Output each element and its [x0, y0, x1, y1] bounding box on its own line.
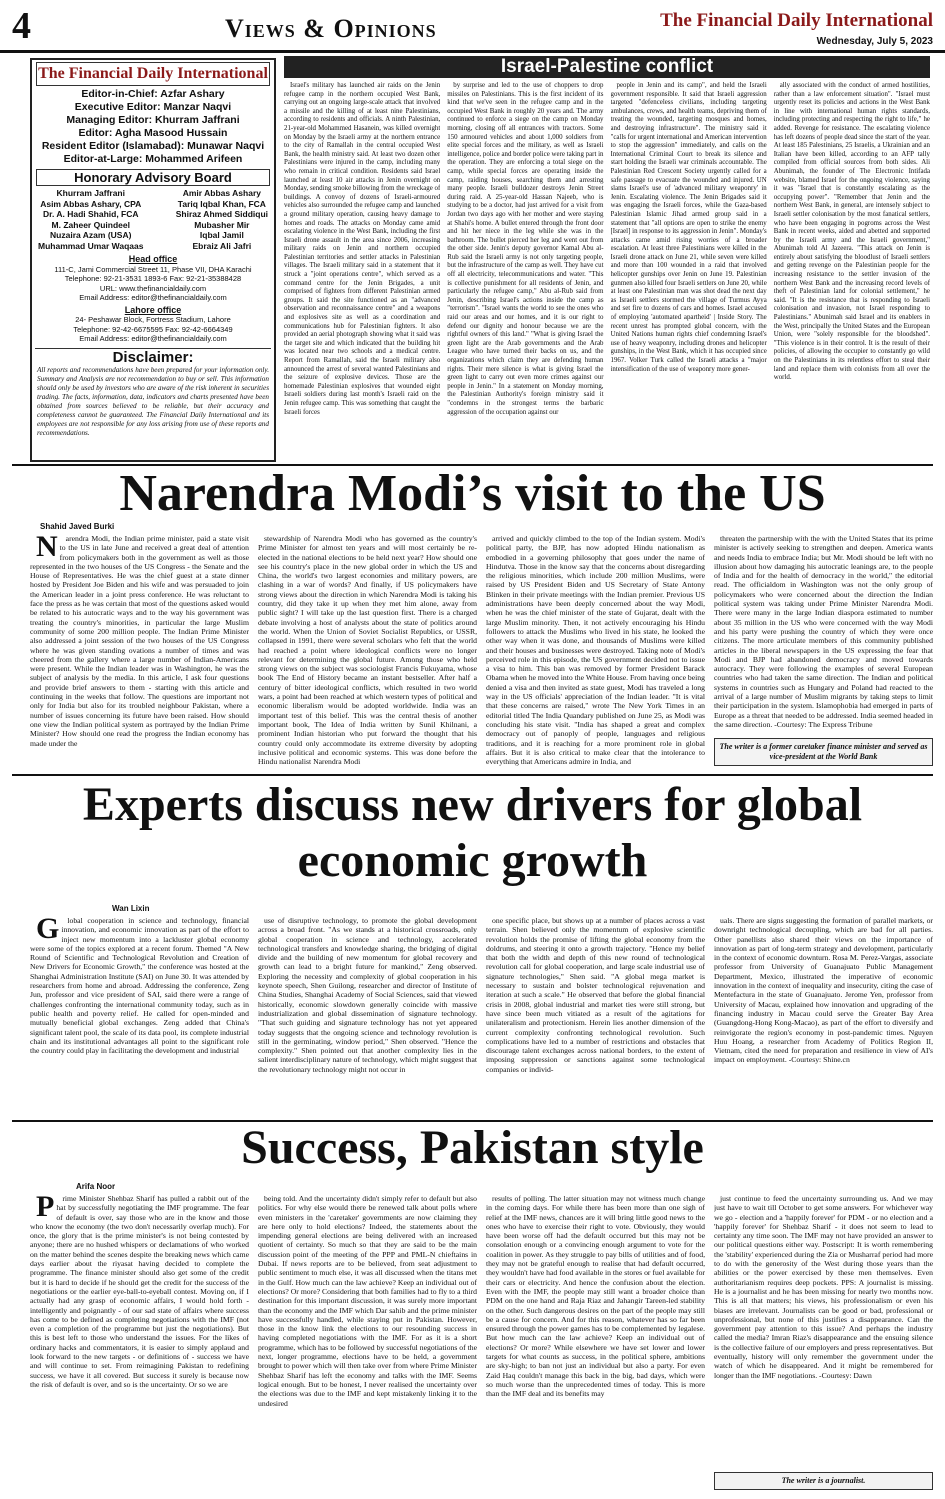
- column-text: people in Jenin and its camp", and held the Israeli government responsible. It said that Israeli aggression targeted "defenceless civilians, including targeting ambulances, crews, and health teams, depriving them of treating the wounded, targeting mosques and homes, and destroying infrastructure". The ministry said it "calls for urgent international and American intervention to stop the aggression" immediately, and calls on the International Criminal Court to break its silence and start holding the Israeli war criminals accountable. The Palestinian Red Crescent Society urgently called for a safe passage to evacuate the wounded and injured. UN slams Israel's use of 'advanced military weaponry' in Jenin. Escalating violence. The Jenin Brigades said it was engaging the Israeli forces, while the Gaza-based Palestinian Islamic Jihad armed group said in a statement that "all options are open to strike the enemy [Israel] in response to its aggression in Jenin". Monday's attacks came amid rising worries of a broader escalation. At least three Palestinians were killed in the Israeli drone attack on June 21, while seven were killed and more than 100 wounded in a raid that involved helicopter gunships over Jenin on June 19. Palestinian gunmen also killed four Israeli settlers on June 20, while at least one Palestinian man was shot dead the next day as Israeli settlers stormed the village of Turmus Ayya and set fire to dozens of cars and homes. Israel accused of employing 'automated apartheid' | Inside Story. The recent unrest has prompted global concern, with the United Nations human rights chief condemning Israel's use of heavy weaponry, including drones and helicopter gunships, in the West Bank, which it has occupied since 1967. Volker Turk called the Israeli attacks a "major intensification of the use of weaponry more gener-: [610, 82, 767, 373]
- experts-article: [30, 916, 933, 1116]
- article-column: [486, 1194, 705, 1490]
- article-column: [30, 1194, 249, 1490]
- article-column: [611, 82, 767, 460]
- issue-date: Wednesday, July 5, 2023: [816, 36, 933, 47]
- column-text: just continue to feed the uncertainty surrounding us. And we may just have to wait till October to get some answers. For whichever way we go - election and a 'happily forever' for PDM - or no election and a 'happily forever' for Shehbaz Sharif - it does not seem to lead to certainty any time soon. The IMF may not have provided an answer to our political questions either way. Postscript: It is worth remembering the 'stability' experienced during the Zia or Musharraf period had more to do with the generosity of the West during those years than the abilities or the power exercised by these men themselves. Even authoritarianism requires deep pockets. PPS: A journalist is missing. He is a journalist and he has been missing for nearly two months now. This is all that matters; his views, his professionalism or even his biases are irrelevant. Journalists can be good or bad, professional or unprofessional, but none of this justifies a disappearance. Can the government pay attention to this issue? And perhaps the industry called the media? Imran Riaz's disappearance and the ensuing silence is the collective failure of our employers and press representatives. But eventually, history will only remember the government under the watch of which he disappeared. And it might be remembered for longer than the IMF negotiations. -Courtesy: Dawn: [714, 1194, 933, 1380]
- article-column: [774, 82, 930, 460]
- page-number: 4: [12, 5, 31, 47]
- advisor-name: Nuzaira Azam (USA): [50, 230, 132, 240]
- advisor-name: Dr. A. Hadi Shahid, FCA: [42, 209, 139, 219]
- column-text: threaten the partnership with the with the United States that its prime minister is actively seeking to strengthen and deepen. America wants and needs India to embrace India; but Mr. Modi should be left with no illusion about how damaging his autocratic leanings are, to the people of India and for the health of democracy in the world," the editorial read. The officialdom in Washington was not the only group of policymakers who were concerned about the direction the Indian political system was taking under Prime Minister Narendra Modi. There were many in the large Indian diaspora estimated to number about 35 million in the US who were concerned with the way Modi and his party were pushing the country of which they were once citizens. The more articulate members of this community published articles in the liberal newspapers in the US expressing the fear that Modi and BJP had abandoned democracy and moved towards autocracy. They were following the examples of several European countries who had taken the same direction. The Indian and political systems in countries such as Hungary and Poland had reacted to the arrival of a large number of Muslim migrants by taking steps to limit their participation in the system. Islamophobia had emerged in parts of Europe as a threat that needed to be addressed. India seemed headed in the same direction. -Courtesy: The Express Tribune: [714, 534, 933, 729]
- advisory-left: [38, 188, 144, 251]
- column-text: rime Minister Shehbaz Sharif has pulled a rabbit out of the hat by successfully negotiating the IMF programme. The fear of default is over, say those who are in the know and those who know the economy (the two don't necessarily overlap much). For once, the glory that is the prime minister's is not being contested by anyone; there are no hushed whispers or declamations of who worked on the matter behind the scenes despite the breaking news which came days earlier about the riyasat having decided to complete the programme. The finance minister should also get some of the credit but it is hard to decide if he should get the credit for the success of the negotiations or the earlier eye-ball-to-eyeball contest. Moving on, if I actually had any grasp of economic affairs, I would hold forth - intelligently and poignantly - of our sad state of affairs where success has come to be defined as completing negotiations with the IMF (not even a completion of the programme but just the negotiations). But this is best left to those who understand the issues. For the likes of ordinary hacks and commentators, it is easier to simply applaud and look forward to the new targets - or definitions of - success we have and will continue to set. From reimagining Pakistan to redefining success, we have it all covered. But success it surely is because now the risk of default is over, and so is the uncertainty. Or so we are: [30, 1194, 249, 1389]
- article-column: [486, 534, 705, 766]
- head-office-title: Head office: [128, 254, 178, 264]
- article-column: [258, 916, 477, 1116]
- advisor-name: M. Zaheer Quindeel: [51, 219, 130, 230]
- column-text: arendra Modi, the Indian prime minister, paid a state visit to the US in late June and received a great deal of attention from policymakers both in the government as well as those represented in the two houses of the US Congress - the Senate and the House of Representatives. He was the chief guest at a state dinner hosted by President Joe Biden and his wife and was persuaded to join the American leader in a joint press conference. He was reluctant to face the press as he was certain that most of the questions asked would be related to his autocratic ways and to the way his government was treating the country's minorities, in particular the large Muslim community of some 200 million people. The Indian Prime Minister also addressed a joint session of the two houses of the US Congress where he was given standing ovations a number of times and was cheered from the gallery where a large number of Indian-Americans were present. While the Indian leader was in Washington, he was the subject of analysis by the media. In this article, I ask four questions and provide brief answers to them - starting with this article and continuing in the weeks that follow. The questions are important not only for India but also for its troubled neighbour Pakistan, where a number of issues concerning its future have been raised. How should one view the Indian political system as portrayed by the Indian Prime Minister? How should one read the progress the Indian economy has made under the: [30, 534, 249, 748]
- section-divider: [12, 774, 933, 776]
- column-text: arrived and quickly climbed to the top of the Indian system. Modi's political party, the BJP, has now adopted Hindu nationalism as embodied in a governing philosophy that goes under the name of Hindutva. Those in the know say that the concerns about disregarding the religious minorities, which include 200 million Muslims, were raised by US President Biden and US Secretary of State Antony Blinken in their private meetings with the Indian premier. Previous US administrations have been deeply concerned about the way Modi, when he was the chief minister of the state of Gujarat, dealt with the large Muslim minority. Then, it not actively encouraging his Hindu followers to attack the Muslims who lived in his state, he looked the other way when it was done, and thousands of Muslims were killed and their houses and businesses were destroyed. Taking note of Modi's perceived role in this episode, the US government decided not to issue a visa to him. This ban was removed by former President Barack Obama when he moved into the White House. From having once being denied a visa and then invited as state guest, Modi has traveled a long way in the US officials' appreciation of the Indian leader. "It is vital that these concerns are raised," wrote The New York Times in an editorial titled The India Quandary published on June 25, as Modi was concluding his state visit. "India has shaped a great and complex democracy out of panoply of people, languages and religious traditions, and it is reaching for a more prominent role in global affairs. But it is also critical to make clear that the intolerance to everything that Americans admire in India, and: [486, 534, 705, 766]
- office-line: Email Address: editor@thefinancialdaily.com: [79, 293, 227, 302]
- column-text: one specific place, but shows up at a number of places across a vast terrain. Shen believed only the momentum of explosive scientific revolution holds the promise of lifting the global economy from the doldrums, and steering it onto a growth trajectory. "Hence my belief that both the width and depth of this new round of technological revolution call for global cooperation, and large scale industrial use of signature technologies," Shen said. "A global mega market is necessary to sustain and bolster technological rejuvenation and iteration at such a scale." He observed that before the global financial crisis in 2008, global industrial and market ties were still strong, but have since been much vitiated as a result of the agitations for unilateralism and protectionism. Herein lies another dimension of the current complexity confronting technological revolution. Such complications have led to a number of restrictions and obstacles that discourage talent exchanges across national borders, to the extent of imposing suppression or sanctions against some technological companies or individ-: [486, 916, 705, 1074]
- israel-headline: Israel-Palestine conflict: [284, 56, 930, 78]
- column-text: lobal cooperation in science and technology, financial innovation, and economic innovation as part of the effort to inject new momentum into a lackluster global economy were some of the topics explored at a recent forum. Themed "A New Round of Scientific and Technological Revolution and Creation of New Drivers for Economic Growth," the conference was hosted at the Shanghai Administration Institute (SAI) on June 30. It was attended by researchers from home and abroad. Addressing the conference, Zeng Jun, professor and vice president of SAI, said there were a range of challenges confronting the international community today, such as in public health and poverty relief. He called for open-minded and mutually beneficial global exchanges. Zeng added that China's significant talent pool, the scale of its data pool, its complete industrial chain and its institutional advantages all point to the significant role the country could play in facilitating the development and industrial: [30, 916, 249, 1056]
- column-text: Israel's military has launched air raids on the Jenin refugee camp in the northern occupied West Bank, carrying out an ongoing large-scale attack that involved a missile and the killing of at least nine Palestinians, according to residents and officials. A ninth Palestinian, 21-year-old Mohammed Hasanein, was killed overnight on Monday by the Israeli army at the northern entrance to the city of Ramallah in the central occupied West Bank, the health ministry said. At least two dozen other Palestinians were injured in the camp, including many who remain in critical condition. Residents said Israel launched at least 10 air attacks in Jenin overnight on Monday, sending smoke billowing from the wreckage of buildings. A convoy of dozens of Israeli-armoured vehicles also surrounded the refugee camp and launched a ground military operation, causing heavy damage to homes and roads. The attacks on Monday came amid escalating violence in the West Bank, including the first Israeli drone assault in the area since 2006, increasing military raids on Jenin and northern occupied Palestinian territories and settler attacks in Palestinian villages. The Israeli military said in a statement that it struck a "joint operations centre", which served as a command centre for the Jenin Brigades, a unit comprised of fighters from different Palestinian armed groups. It said the site functioned as an "advanced observation and reconnaissance centre" and a weapons and explosives site as well as a coordination and communications hub for Palestinian fighters. It also provided an aerial photograph showing what it said was the target site and which indicated that the building hit was located near two schools and a medical centre. Report from Ramallah, said the Israeli military also announced the arrest of several wanted Palestinians and the seizure of explosive devices. Those are the homemade Palestinian explosives that wounded eight Israeli soldiers during last month's Israeli raid on the Jenin refugee camp. This was something that caught the Israeli forces: [284, 82, 441, 416]
- advisory-board: [32, 188, 274, 251]
- disclaimer-title: Disclaimer:: [112, 348, 194, 366]
- advisor-name: Amir Abbas Ashary: [182, 188, 261, 198]
- column-text: by surprise and led to the use of choppers to drop missiles on Palestinians. This is the first incident of its kind that we've seen in the refugee camp and in the occupied West Bank in roughly 20 years and. The army continued to enforce a siege on the camp on Monday morning, closing off all entrances with tractors. Some 150 armoured vehicles and about 1,000 soldiers from elite special forces and the military, as well as Israeli intelligence, police and border police were taking part in the operation. They are enforcing a total siege on the camp, while special forces are operating inside the camp, raiding houses, searching them and arresting many people. Israeli bulldozer destroys Jenin Street during raid. A 25-year-old Hassan Najeeb, who is studying to be a doctor, had just arrived for a visit from Jordan two days ago with her mother and were staying at Shahi's home. A bullet entered through the front door and hit her niece in the leg while she was in the bathroom. The bullet pierced her leg and went out from the other side. Jenin's deputy governor Kamal Abu al-Rub said the Israeli army is not only targeting people, but the infrastructure of the camp as well. They have cut off all electricity, telecommunications and water. "This is collective punishment for all residents of Jenin, and particularly the refugee camp," Abu al-Rub said from Jenin, describing Israel's actions inside the camp as "terrorism". "Israel wants the world to see the ones who raid our areas and our homes, and it is our right to defend our dignity and honour because we are the rightful owners of this land." "What is giving Israel the green light are the Arab governments and the Arab League who have turned their backs on us, and the organizations which claim they are defending human rights. Their mere silence is what is giving Israel the green light to carry out even more crimes against our people in Jenin." In a statement on Monday morning, the Palestinian Authority's foreign ministry said it "condemns in the strongest terms the barbaric aggression of the occupation against our: [447, 82, 604, 416]
- lahore-office-title: Lahore office: [124, 304, 182, 315]
- paper-name: The Financial Daily International: [660, 10, 933, 31]
- advisor-name: Khurram Jaffrani: [56, 188, 125, 198]
- editor-line: Editor-in-Chief: Azfar Ashary: [81, 88, 225, 100]
- modi-article: [30, 534, 933, 766]
- pakistan-article: [30, 1194, 933, 1490]
- column-text: being told. And the uncertainty didn't simply refer to default but also politics. For why else would there be renewed talk about polls where even ministers in the 'caretaker' governments are now claiming they are here only to hold elections? Indeed, the statements about the impending general elections are being delivered with an increased quotient of certainty. So much so that they are said to be the main discussion point of the meeting of the PPP and PML-N chieftains in Dubai. If news reports are to be believed, from seat adjustment to public sentiment to much else, it was all discussed when the titans met in the Gulf. How much can the law achieve? Keep an individual out of elections? Or more? Considering that both families had to fly to a third destination for this important discussion, it was surely more important than the economy and the IMF which Dar sahib and the prime minister have successfully handled, while staying put in Pakistan. However, those in the know link the elections to our resounding success in having completed negotiations with the IMF. For as it is a short programme, which has to be followed by successful negotiations of the next, longer programme, elections have to be held, a government brought to power which will then take over from where Prime Minister Shehbaz Sharif has left the economy and talks with the IMF. Seems logical enough. But to be honest, I never realised the uncertainty over the elections was due to the IMF and kept mistakenly linking it to the undesired: [258, 1194, 477, 1408]
- editor-list: [32, 88, 274, 166]
- drop-cap: G: [36, 916, 60, 945]
- article-column: [447, 82, 603, 460]
- office-line: Telephone: 92-21-3531 1893-6 Fax: 92-21-35388428: [64, 274, 242, 283]
- office-line: 24- Peshawar Block, Fortress Stadium, Lahore: [75, 315, 231, 324]
- writer-note: The writer is a journalist.: [714, 1472, 933, 1490]
- advisory-board-title: Honorary Advisory Board: [36, 169, 270, 186]
- modi-byline: Shahid Javed Burki: [40, 522, 115, 531]
- column-text: ally associated with the conduct of armed hostilities, rather than a law enforcement situation". "Israel must urgently reset its policies and actions in the West Bank in line with international human rights standards, including protecting and respecting the right to life," he added. Revenge for resistance. The escalating violence has left dozens of people dead since the start of the year. At least 185 Palestinians, 25 Israelis, a Ukrainian and an Italian have been killed, according to an AFP tally compiled from official sources from both sides. Ali Abunimah, the founder of The Electronic Intifada website, blamed Israel for the ongoing violence, saying it was "Israel that is constantly escalating as the occupying power". "Remember that Jenin and the northern West Bank, in general, are intensely subject to Israeli settler colonisation by the most fanatical settlers, who have been engaging in pogroms across the West Bank in recent weeks, aided and abetted and supported by the Israeli army and the Israeli government," Abunimah told Al Jazeera. "This attack on Jenin is entirely about satisfying the bloodlust of Israeli settlers and getting revenge on the Palestinian people for the increasing resistance to the settler invasion of the northern West Bank and the increasing record levels of theft of Palestinian land for colonial settlement," he said. "It is the resistance that is responding to Israeli colonisation and invasion, not Israel responding to Palestinians." Abunimah said Israel and its enablers in the West, principally the United States and the European Union, were "solely responsible for the bloodshed". "This violence is in their control. It is the result of their policies, of allowing the occupier to constantly go wild on the Palestinians in its relentless effort to steal their land and replace them with colonists from all over the world.: [773, 82, 930, 382]
- advisor-name: Mubasher Mir: [194, 219, 250, 230]
- article-column: [30, 534, 249, 766]
- pakistan-headline: Success, Pakistan style: [241, 1121, 704, 1174]
- article-column: [258, 1194, 477, 1490]
- advisor-name: Iqbal Jamil: [199, 230, 244, 240]
- editor-line: Resident Editor (Islamabad): Munawar Naqvi: [41, 140, 265, 152]
- article-column: [486, 916, 705, 1116]
- brand-name: The Financial Daily International: [36, 62, 270, 86]
- advisor-name: Muhammad Umar Waqaas: [38, 240, 144, 251]
- article-column: [714, 534, 933, 766]
- editor-line: Managing Editor: Khurram Jaffrani: [66, 114, 240, 126]
- column-text: stewardship of Narendra Modi who has governed as the country's Prime Minister for almost ten years and will most certainly be re-elected in the national elections to be held next year? How should one see his country's place in the new global order in which the US and China, the world's two largest economies and military powers, are clashing in a war of words? And finally, if US policymakers have strong views about the direction in which Narendra Modi is taking his country, did they take it up when they met him alone, away from public sight? I will take up the last question first. There is a charged debate involving a host of analysts about the state of politics around the world. When the Union of Soviet Socialist Republics, or USSR, collapsed in 1991, there were several scholars who felt that the world had reached a point where ideological conflicts were no longer relevant for determining the global future. Among those who held strong views on the subject was sociologist Francis Fukuyama, whose book The End of History became an instant bestseller. After half a century of bitter ideological conflicts, which resulted in two world wars, a point had been reached at which western types of political and economic liberalism would be adopted worldwide. India was an important test of this belief. This was the central thesis of another important book, The Idea of India written by Sunil Khilnani, a prominent Indian historian who put forward the thought that his country could only accommodate its extreme diversity by adopting inclusive political and economic systems. This was done before the Hindu nationalist Narendra Modi: [258, 534, 477, 766]
- modi-headline: Narendra Modi’s visit to the US: [119, 465, 826, 522]
- experts-headline-line2: economic growth: [297, 834, 648, 887]
- office-line: Email Address: editor@thefinancialdaily.com: [79, 334, 227, 343]
- office-line: 111-C, Jami Commercial Street 11, Phase VII, DHA Karachi: [54, 264, 252, 274]
- writer-note: The writer is a former caretaker finance minister and served as vice-president at the World Bank: [714, 738, 933, 766]
- editor-line: Executive Editor: Manzar Naqvi: [74, 101, 232, 113]
- advisor-name: Shiraz Ahmed Siddiqui: [175, 209, 268, 219]
- editor-line: Editor: Agha Masood Hussain: [78, 127, 228, 139]
- disclaimer-text: All reports and recommendations have been prepared for your information only. Summary and Analysis are not recommendation to buy or sell. This information should only be used by investors who are aware of the risk inherent in securities trading. The facts, information, data, indicators and charts presented have been obtained from sources believed to be reliable, but their accuracy and completeness cannot be guaranteed. The Financial Daily International and its employees are not responsible for any loss arising from use of these reports and recommendations.: [37, 365, 269, 437]
- drop-cap: N: [36, 534, 58, 563]
- article-column: [284, 82, 440, 460]
- advisor-name: Ebraiz Ali Jafri: [192, 240, 252, 251]
- advisory-right: [176, 188, 268, 251]
- article-column: [714, 1194, 933, 1490]
- editorial-box: [30, 58, 276, 462]
- office-line: Telephone: 92-42-6675595 Fax: 92-42-6664349: [73, 324, 233, 334]
- lahore-office: [32, 306, 274, 344]
- experts-headline-line1: Experts discuss new drivers for global: [82, 778, 863, 831]
- section-title: Views & Opinions: [225, 14, 437, 43]
- head-office: [32, 255, 274, 303]
- advisor-name: Tariq Iqbal Khan, FCA: [177, 198, 266, 209]
- editor-line: Editor-at-Large: Mohammed Arifeen: [63, 153, 243, 165]
- advisor-name: Asim Abbas Ashary, CPA: [40, 198, 142, 209]
- pakistan-byline: Arifa Noor: [76, 1182, 116, 1191]
- column-text: uals. There are signs suggesting the formation of parallel markets, or downright technological decoupling, which are bad for all parties. Other panellists also shared their views on the importance of innovation as part of long-term strategy and development, particularly in the context of economic downturn. Rosa M. Perez-Vargas, associate professor from University of Guanajuato Public Management Department, Mexico, illustrated the imperative of economic innovation in the context of inequality and insecurity, citing the case of Mentefactura in the state of Guanajuato. Jerome Yen, professor from University of Macau, explained how innovation and upgrading of the financing industry in Macau could serve the Greater Bay Area (Guangdong-Hong Kong-Macao), as part of the effort to diversify and reinvigorate the region's economy in post-pandemic times. Nguyen Huu Hoang, a researcher from Academy of Politics Region II, Vietnam, cited the need for preparation and resilience in view of AI's impact on employment. -Courtesy: Shine.cn: [714, 916, 933, 1065]
- disclaimer: [35, 348, 271, 438]
- masthead-rule: [0, 50, 945, 53]
- office-line: URL: www.thefinancialdaily.com: [99, 283, 207, 293]
- article-column: [30, 916, 249, 1116]
- article-column: [258, 534, 477, 766]
- column-text: results of polling. The latter situation may not witness much change in the coming days. For while there has been more than one sigh of relief at the IMF news, chances are it will bring little good news to the ones who have to exercise their right to vote. Obviously, they would have been worse off had the default occurred but this may not be consolation enough or a convincing enough argument to vote for the coalition in power. As they struggle to pay bills of utilities and of food, they may not be grateful enough to realise that had default occurred, they wouldn't have had food available in the stores or fuel available for their cars or electricity. And hence the confusion about the election. Even with the IMF, the people may still want a broader choice than PDM on the one hand and Raja Riaz and Jahangir Tareen-led stability on the other. Such dangerous desires on the part of the people may still be a cause for concern. And for this reason, whatever has so far been ensured through the power games has to be complemented by legalese. But how much can the law achieve? Keep an individual out of elections? Or more? While elsewhere we have set lower and lower targets for what counts as success, in the political sphere, ambitions are sky-high; to ban not just an individual but also a party. For even Zaid Haq couldn't manage this back in the big, bad days, which were so much worse than the unprecedented times of today. This is more than the IMF deal and its benefits may: [486, 1194, 705, 1399]
- drop-cap: P: [36, 1194, 55, 1223]
- article-column: [714, 916, 933, 1116]
- israel-article: [284, 82, 930, 460]
- experts-byline: Wan Lixin: [112, 904, 150, 913]
- column-text: use of disruptive technology, to promote the global development across a broad front. "As we stands at a historical crossroads, only global cooperation in science and technology, accelerated technological transfers and knowledge sharing, the bridging of digital divide and the building of new momentum for global recovery and growth can lead to a bright future for mankind," Zeng observed. Exploring the necessity and complexity of global cooperation in his keynote speech, Shen Guilong, researcher and director of Institute of China Studies, Shanghai Academy of Social Sciences, said that viewed historically, economic slowdown generally coincide with massive industrialization and global dissemination of signature technology. "That such guiding and signature technology has not yet appeared today suggests that the ongoing science and technology revolution is still in the germinating, window period," Shen observed. "Hence the complexity." Shen pointed out that another complexity lies in the salient interdisciplinary nature of technology, which might suggest that the revolutionary technology might not occur in: [258, 916, 477, 1074]
